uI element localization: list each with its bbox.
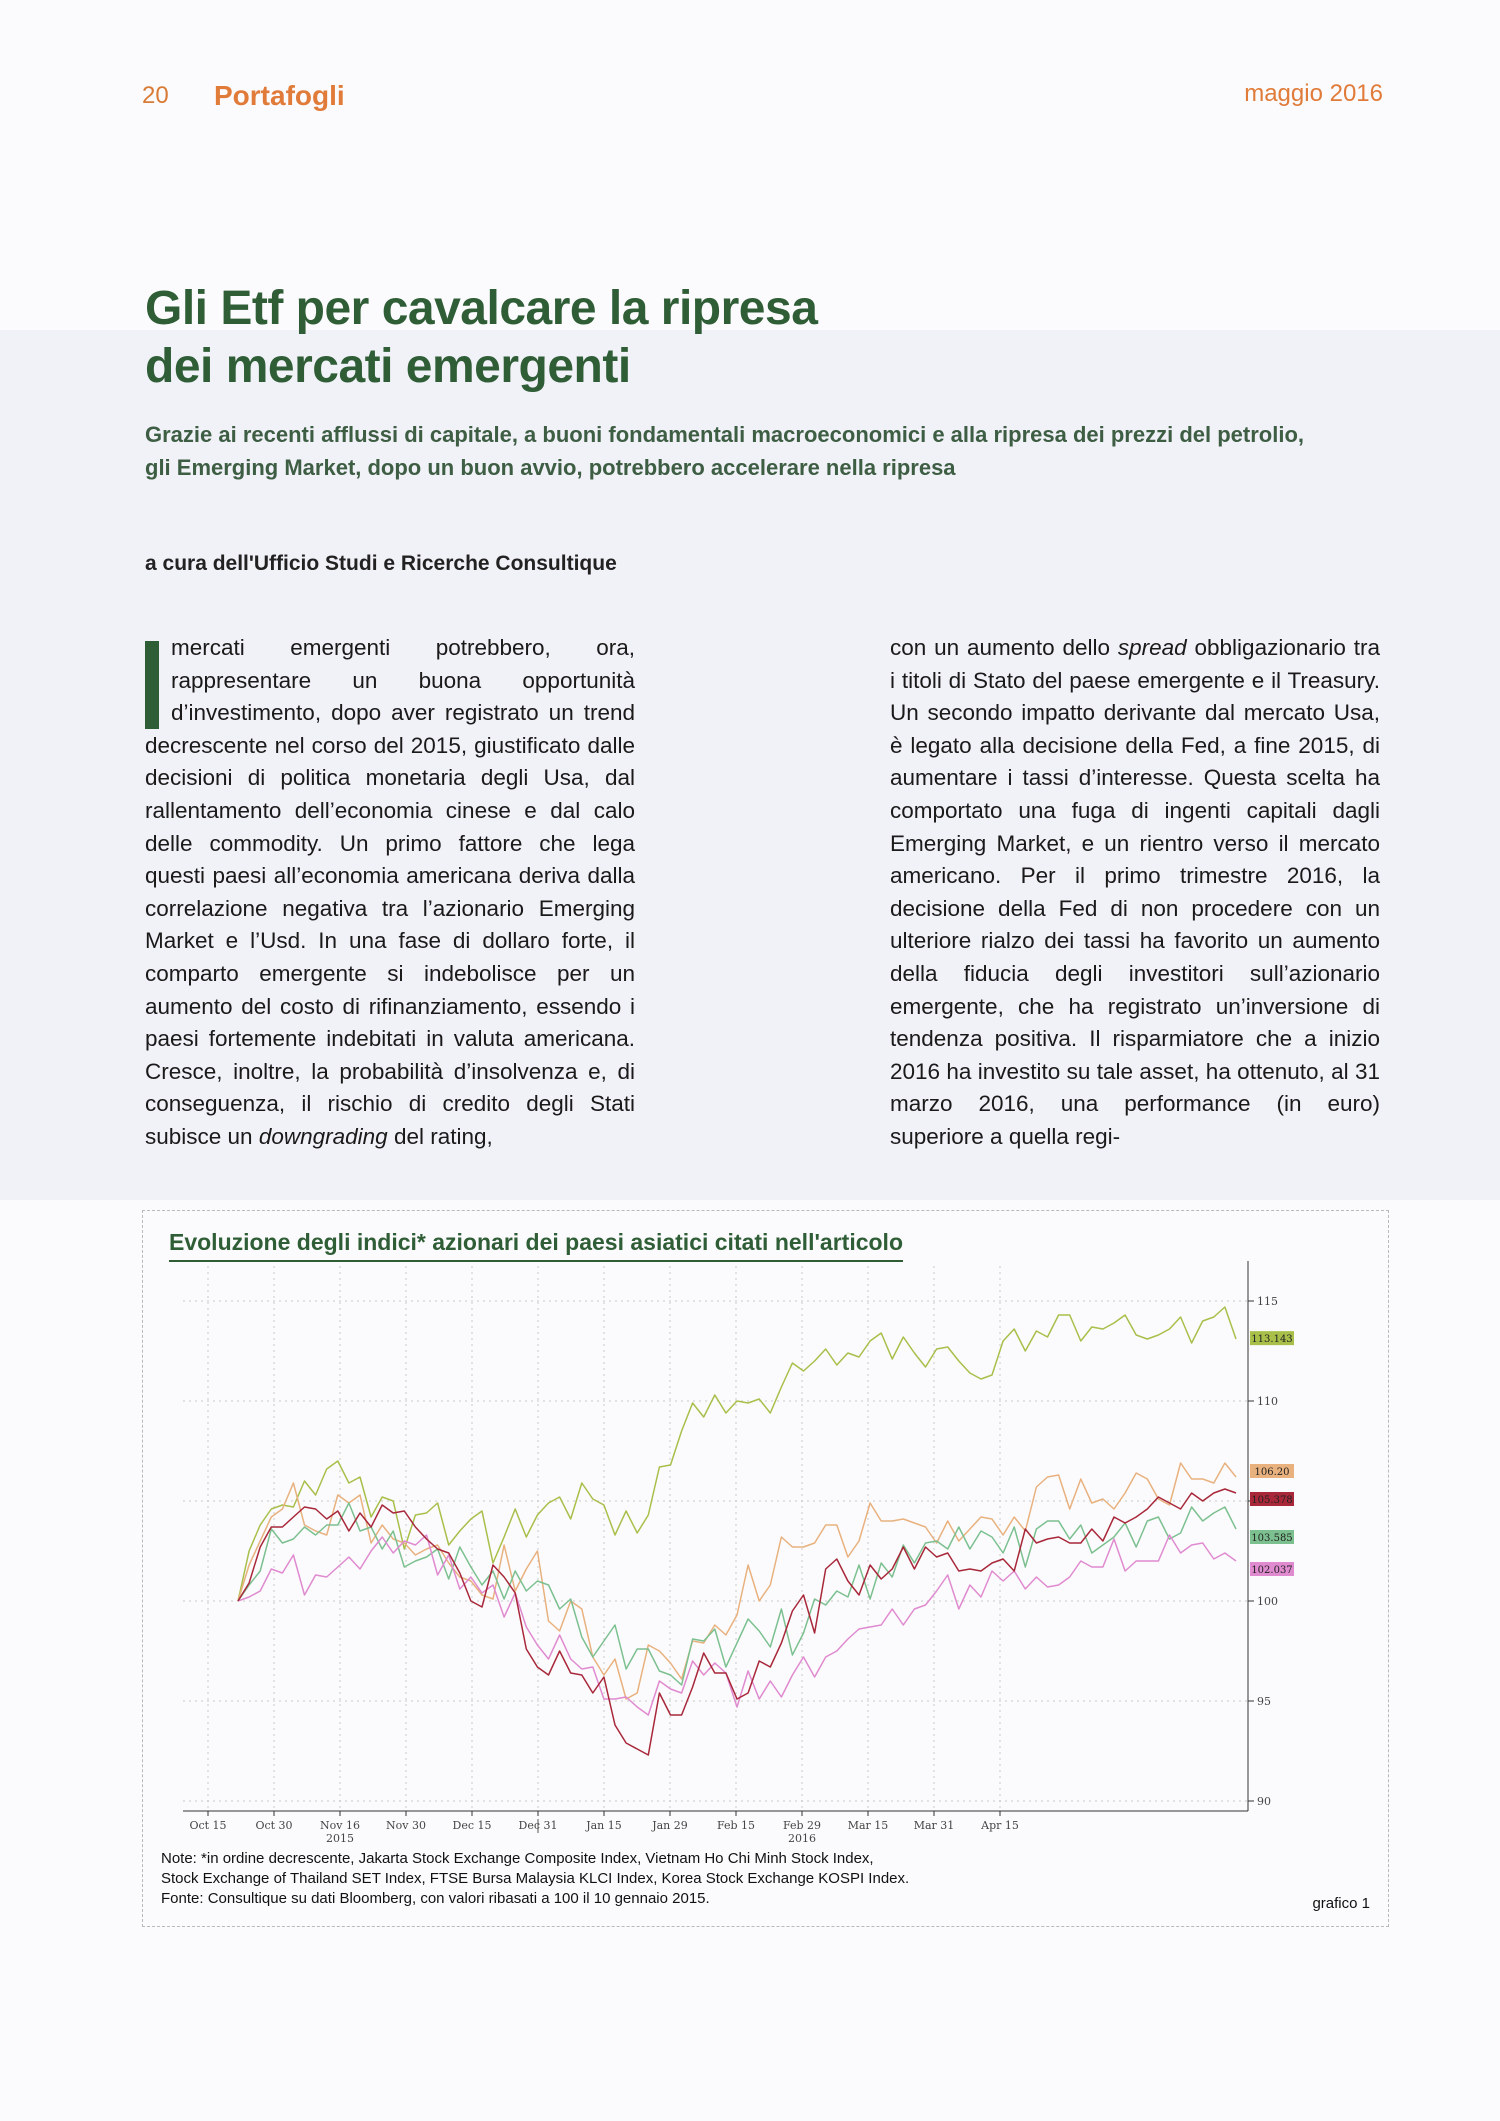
- page-number: 20: [142, 82, 169, 109]
- issue-date: maggio 2016: [1244, 80, 1383, 107]
- x-tick-label: Mar 31: [913, 1819, 955, 1832]
- x-tick-label: Jan 29: [652, 1819, 688, 1832]
- title-line-2: dei mercati emergenti: [145, 340, 631, 393]
- emphasis-spread: spread: [1117, 635, 1187, 660]
- series-line: [238, 1535, 1236, 1715]
- series-line: [238, 1489, 1236, 1755]
- x-tick-label: Feb 15: [716, 1819, 756, 1832]
- x-tick-label: Oct 30: [255, 1819, 293, 1832]
- y-tick-label: 95: [1257, 1695, 1271, 1708]
- drop-cap: [145, 641, 159, 729]
- x-tick-label: Feb 29: [782, 1819, 822, 1832]
- x-tick-label: Nov 30: [386, 1819, 426, 1832]
- y-tick-label: 110: [1257, 1395, 1278, 1408]
- last-value-label: 113.143: [1251, 1334, 1293, 1346]
- last-value-label: 105.378: [1251, 1495, 1293, 1506]
- figure-notes: [161, 1849, 909, 1909]
- series-line: [238, 1503, 1236, 1685]
- figure-label: grafico 1: [1312, 1895, 1370, 1912]
- y-tick-label: 100: [1257, 1595, 1278, 1608]
- last-value-label: 103.585: [1251, 1533, 1293, 1544]
- column-1-text: mercati emergenti potrebbero, ora, rappresentare un buona opportunità d’investimento, dopo aver registrato un trend decrescente nel corso del 2015, giustificato dalle decisioni di politica monetaria degli Usa, dal rallentamento dell’economia cinese e dal calo delle commodity. Un primo fattore che lega questi paesi all’economia americana deriva dalla correlazione negativa tra l’azionario Emerging Market e l’Usd. In una fase di dollaro forte, il comparto emergente si indebolisce per un aumento del costo di rifinanziamento, essendo i paesi fortemente indebitati in valuta americana. Cresce, inoltre, la probabilità d’insolvenza e, di conseguenza, il rischio di credito degli Stati subisce un downgrading del rating,: [145, 635, 635, 1149]
- last-value-label: 102.037: [1251, 1565, 1293, 1576]
- x-tick-label: Nov 16: [320, 1819, 360, 1832]
- x-year-label: 2016: [788, 1832, 816, 1845]
- title-line-1: Gli Etf per cavalcare la ripresa: [145, 282, 818, 335]
- byline: a cura dell'Ufficio Studi e Ricerche Consultique: [145, 552, 617, 575]
- y-tick-label: 90: [1257, 1795, 1271, 1808]
- article-title: [145, 280, 1345, 396]
- x-tick-label: Oct 15: [189, 1819, 227, 1832]
- section-name: Portafogli: [214, 80, 345, 111]
- figure-box: [142, 1210, 1389, 1927]
- article-column-1: [145, 632, 635, 1154]
- x-tick-label: Dec 15: [452, 1819, 492, 1832]
- note-line-2: Stock Exchange of Thailand SET Index, FTSE Bursa Malaysia KLCI Index, Korea Stock Exchange KOSPI Index.: [161, 1870, 910, 1887]
- last-value-label: 106.20: [1254, 1467, 1290, 1478]
- article-subtitle: Grazie ai recenti afflussi di capitale, a buoni fondamentali macroeconomici e alla ripresa dei prezzi del petrolio, gli Emerging Market, dopo un buon avvio, potrebbero accelerare nella ripresa: [145, 422, 1305, 480]
- x-tick-label: Dec 31: [518, 1819, 558, 1832]
- x-tick-label: Jan 15: [586, 1819, 622, 1832]
- chart-title: Evoluzione degli indici* azionari dei paesi asiatici citati nell'articolo: [169, 1229, 903, 1262]
- article-column-2: [890, 632, 1380, 1154]
- column-2-text: con un aumento dello spread obbligazionario tra i titoli di Stato del paese emergente e il Treasury. Un secondo impatto derivante dal mercato Usa, è legato alla decisione della Fed, a fine 2015, di aumentare i tassi d’interesse. Questa scelta ha comportato una fuga di ingenti capitali dagli Emerging Market, e un rientro verso il mercato americano. Per il primo trimestre 2016, la decisione della Fed di non procedere con un ulteriore rialzo dei tassi ha favorito un aumento della fiducia degli investitori sull’azionario emergente, che ha registrato un’inversione di tendenza positiva. Il risparmiatore che a inizio 2016 ha investito su tale asset, ha ottenuto, al 31 marzo 2016, una performance (in euro) superiore a quella regi-: [890, 635, 1380, 1149]
- note-line-1: Note: *in ordine decrescente, Jakarta Stock Exchange Composite Index, Vietnam Ho Chi Minh Stock Index,: [161, 1850, 874, 1867]
- x-year-label: 2015: [326, 1832, 354, 1845]
- series-line: [238, 1307, 1236, 1601]
- y-tick-label: 115: [1257, 1295, 1278, 1308]
- x-tick-label: Apr 15: [981, 1819, 1019, 1832]
- source-line: Fonte: Consultique su dati Bloomberg, con valori ribasati a 100 il 10 gennaio 2015.: [161, 1890, 710, 1907]
- line-chart: [143, 1211, 1388, 1851]
- emphasis-downgrading: downgrading: [258, 1123, 388, 1149]
- x-tick-label: Mar 15: [847, 1819, 889, 1832]
